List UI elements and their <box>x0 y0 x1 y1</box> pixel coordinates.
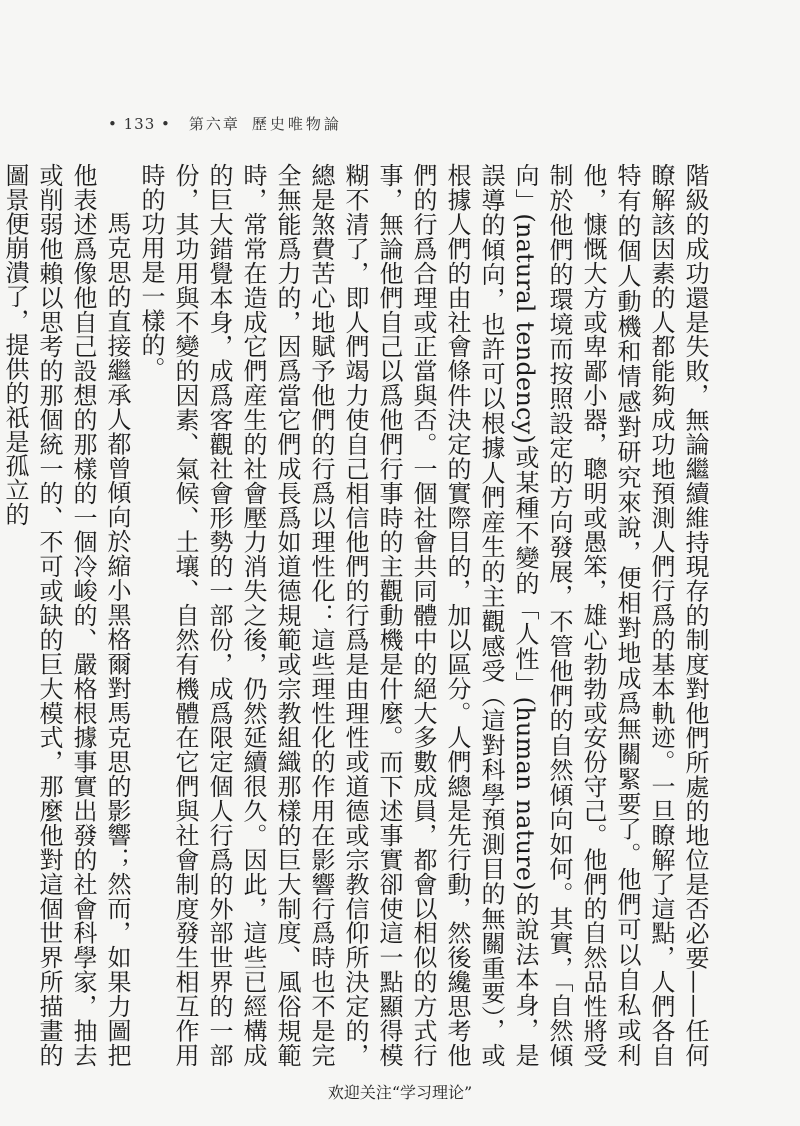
chapter-title: 歷史唯物論 <box>251 115 342 133</box>
body-text <box>1 163 712 1067</box>
paragraph-1: 階級的成功還是失敗，無論繼續維持現存的制度對他們所處的地位是否必要——任何瞭解該因素的人都能夠成功地預測人們行爲的基本軌迹。一旦瞭解了這點，人們各自特有的個人動機和情感對研究來說，便相對地成爲無關緊要了。他們可以自私或利他，慷慨大方或卑鄙小器，聰明或愚笨，雄心勃勃或安份守己。他們的自然品性將受制於他們的環境而按照設定的方向發展，不管他們的自然傾向如何。其實，「自然傾向」(natural tendency)或某種不變的「人性」(human nature)的說法本身，是誤導的傾向，也許可以根據人們産生的主觀感受（這對科學預測目的無關重要），或根據人們的由社會條件決定的實際目的，加以區分。人們總是先行動，然後纔思考他們的行爲合理或正當與否。一個社會共同體中的絕大多數成員，都會以相似的方式行事，無論他們自己以爲他們行事時的主觀動機是什麼。而下述事實卻使這一點顯得模糊不清了，即人們竭力使自己相信他們的行爲是由理性或道德或宗教信仰所決定的，總是煞費苦心地賦予他們的行爲以理性化：這些理性化的作用在影響行爲時也不是完全無能爲力的，因爲當它們成長爲如道德規範或宗教組織那樣的巨大制度、風俗規範時，常常在造成它們産生的社會壓力消失之後，仍然延續很久。因此，這些已經構成的巨大錯覺本身，成爲客觀社會形勢的一部份，成爲限定個人行爲的外部世界的一部份，其功用與不變的因素、氣候、土壤、自然有機體在它們與社會制度發生相互作用時的功用是一樣的。 <box>137 163 709 1067</box>
paragraph-2: 馬克思的直接繼承人都曾傾向於縮小黑格爾對馬克思的影響；然而，如果力圖把他表述爲像他自己設想的那樣的一個冷峻的、嚴格根據事實出發的社會科學家，抽去或削弱他賴以思考的那個統一的、不可或缺的巨大模式，那麼他對這個世界所描畫的圖景便崩潰了，提供的祇是孤立的 <box>1 163 131 1067</box>
page-number: • 133 • <box>108 114 171 133</box>
running-header <box>108 113 342 134</box>
chapter-label: 第六章 <box>188 115 240 133</box>
footer-note: 欢迎关注“学习理论” <box>327 1083 473 1102</box>
